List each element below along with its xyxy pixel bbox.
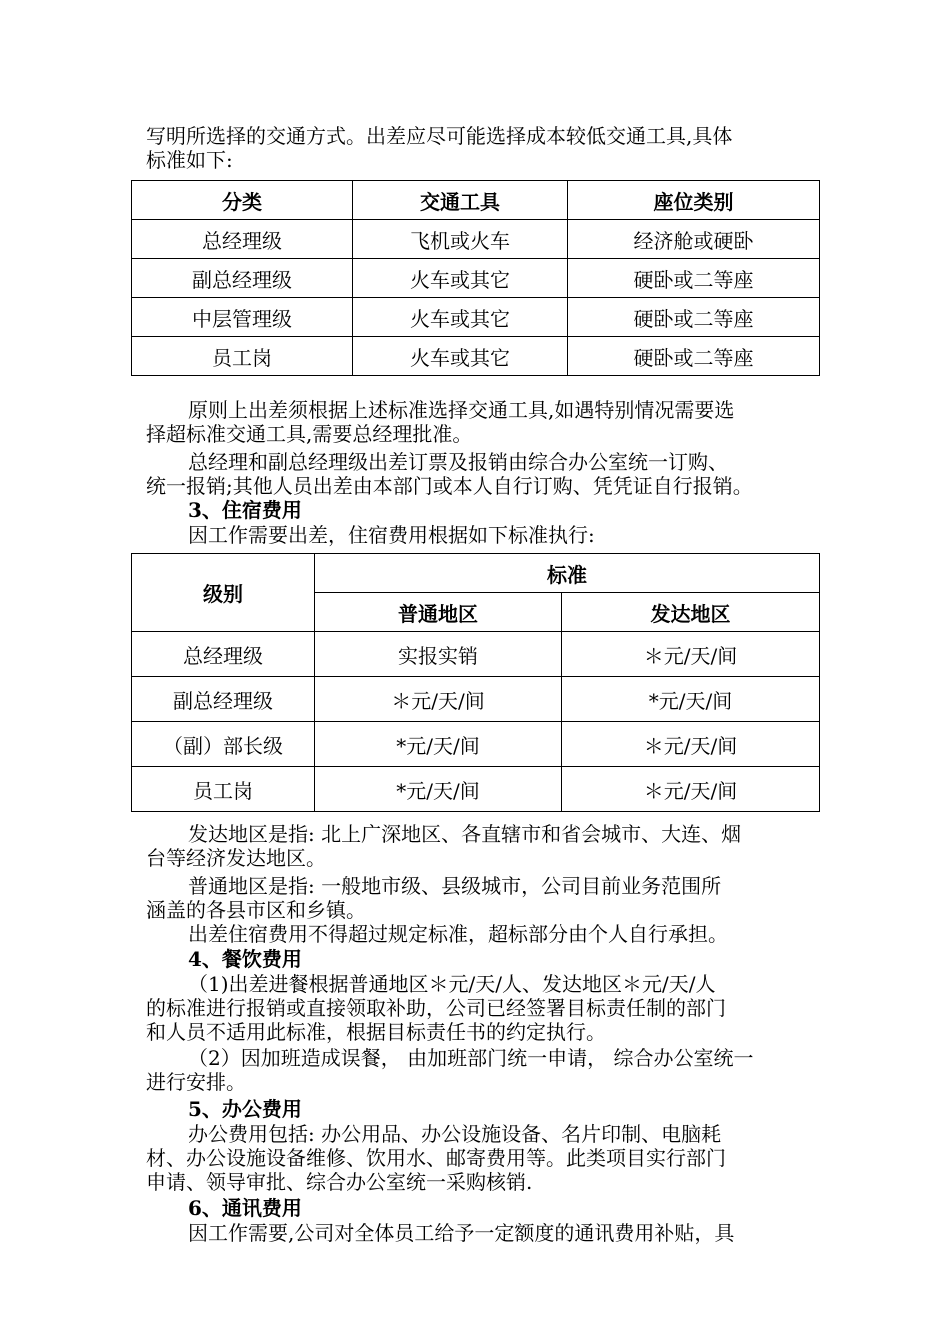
table-cell: 硬卧或二等座 [568,337,820,376]
table-row [132,337,820,376]
header-category: 分类 [132,181,353,220]
table-cell: 实报实销 [315,632,562,677]
table-row [132,632,820,677]
para-transport-2-line-2: 统一报销;其他人员出差由本部门或本人自行订购、凭凭证自行报销。 [146,474,753,498]
table-cell: 硬卧或二等座 [568,298,820,337]
section-6-line-1: 因工作需要,公司对全体员工给予一定额度的通讯费用补贴，具 [188,1221,735,1245]
table-header-row [132,181,820,220]
table-cell: 中层管理级 [132,298,353,337]
header-vehicle: 交通工具 [353,181,568,220]
table-row [132,220,820,259]
transport-table [131,180,820,376]
header-developed-area: 发达地区 [562,593,820,632]
section-4-p1-line-1: （1)出差进餐根据普通地区＊元/天/人、发达地区＊元/天/人 [188,972,716,996]
table-row [132,722,820,767]
table-row [132,259,820,298]
table-header-row [132,554,820,593]
table-cell: ＊元/天/间 [562,722,820,767]
para-transport-1-line-2: 择超标准交通工具,需要总经理批准。 [146,422,473,446]
section-4-p2-line-1: （2）因加班造成误餐， 由加班部门统一申请， 综合办公室统一 [188,1046,754,1070]
table-cell: 员工岗 [132,337,353,376]
table-cell: 硬卧或二等座 [568,259,820,298]
table-cell: 火车或其它 [353,337,568,376]
table-row [132,767,820,812]
intro-line-1: 写明所选择的交通方式。出差应尽可能选择成本较低交通工具,具体 [146,124,733,148]
para-transport-1-line-1: 原则上出差须根据上述标准选择交通工具,如遇特别情况需要选 [188,398,735,422]
table-cell: （副）部长级 [132,722,315,767]
section-3-heading: 3、住宿费用 [188,498,302,522]
section-6-heading: 6、通讯费用 [188,1196,302,1220]
table-cell: ＊元/天/间 [562,632,820,677]
para-lodging-limit: 出差住宿费用不得超过规定标准，超标部分由个人自行承担。 [188,922,728,946]
header-seat: 座位类别 [568,181,820,220]
table-cell: 总经理级 [132,632,315,677]
table-cell: 副总经理级 [132,677,315,722]
section-5-line-1: 办公费用包括: 办公用品、办公设施设备、名片印制、电脑耗 [188,1122,722,1146]
intro-line-2: 标准如下: [146,148,233,172]
table-cell: 飞机或火车 [353,220,568,259]
section-5-line-2: 材、办公设施设备维修、饮用水、邮寄费用等。此类项目实行部门 [146,1146,726,1170]
para-normal-line-2: 涵盖的各县市区和乡镇。 [146,898,366,922]
table-cell: 副总经理级 [132,259,353,298]
table-cell: 火车或其它 [353,259,568,298]
table-cell: *元/天/间 [562,677,820,722]
section-5-line-3: 申请、领导审批、综合办公室统一采购核销. [146,1170,533,1194]
table-cell: 火车或其它 [353,298,568,337]
lodging-table [131,553,820,812]
section-4-p1-line-3: 和人员不适用此标准，根据目标责任书的约定执行。 [146,1020,606,1044]
header-level: 级别 [132,554,315,632]
table-cell: *元/天/间 [315,767,562,812]
section-4-heading: 4、餐饮费用 [188,947,302,971]
table-cell: ＊元/天/间 [562,767,820,812]
table-row [132,677,820,722]
header-normal-area: 普通地区 [315,593,562,632]
para-normal-line-1: 普通地区是指: 一般地市级、县级城市，公司目前业务范围所 [188,874,722,898]
table-cell: *元/天/间 [315,722,562,767]
para-developed-line-2: 台等经济发达地区。 [146,846,326,870]
section-5-heading: 5、办公费用 [188,1097,302,1121]
para-transport-2-line-1: 总经理和副总经理级出差订票及报销由综合办公室统一订购、 [188,450,728,474]
table-cell: 经济舱或硬卧 [568,220,820,259]
table-row [132,298,820,337]
section-4-p1-line-2: 的标准进行报销或直接领取补助，公司已经签署目标责任制的部门 [146,996,726,1020]
table-cell: 员工岗 [132,767,315,812]
table-cell: 总经理级 [132,220,353,259]
table-cell: ＊元/天/间 [315,677,562,722]
section-4-p2-line-2: 进行安排。 [146,1070,246,1094]
section-3-intro: 因工作需要出差，住宿费用根据如下标准执行: [188,523,595,547]
header-standard: 标准 [315,554,820,593]
para-developed-line-1: 发达地区是指: 北上广深地区、各直辖市和省会城市、大连、烟 [188,822,742,846]
